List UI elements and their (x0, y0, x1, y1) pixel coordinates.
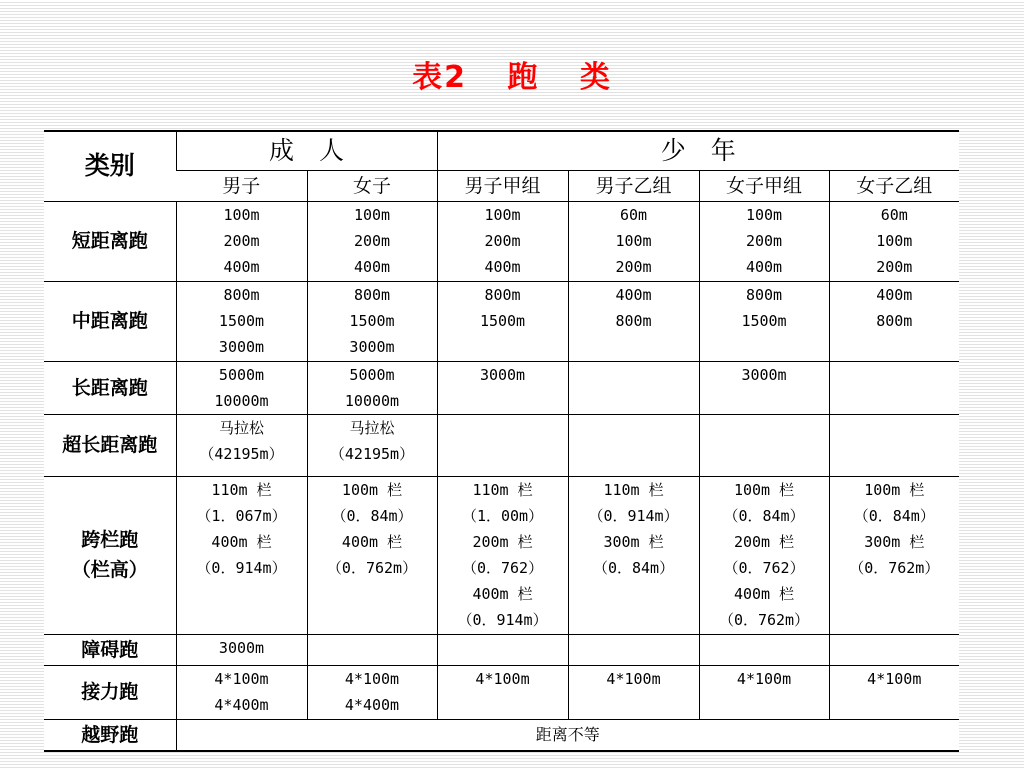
row-label-sprint: 短距离跑 (44, 201, 176, 281)
cell-line: 100m (223, 205, 260, 224)
cell-line: （0．914m） (457, 610, 548, 629)
cell-line: 100m 栏 (733, 480, 795, 499)
cell-line: 3000m (218, 638, 265, 657)
cell-line: 100m 栏 (864, 480, 925, 499)
cell-line: 4*100m (475, 669, 530, 688)
cell-line: （42195m） (199, 444, 284, 463)
table-cell (437, 476, 568, 634)
cell-line: 400m 栏 (472, 584, 533, 603)
table-cell (829, 476, 959, 634)
cell-line: 300m 栏 (864, 532, 925, 551)
cell-line: 800m (876, 311, 913, 330)
cell-line: 马拉松 (218, 418, 264, 437)
cell-line: 100m (615, 231, 652, 250)
running-events-table (44, 130, 959, 752)
table-cell (437, 414, 568, 476)
table-cell (699, 476, 829, 634)
table-cell (829, 361, 959, 414)
table-cell (699, 201, 829, 281)
col-header-boys-b: 男子乙组 (568, 170, 699, 201)
cell-line: 800m (353, 285, 391, 304)
table-cell (699, 361, 829, 414)
table-cell (568, 414, 699, 476)
table-row (44, 476, 959, 634)
cell-line: 10000m (214, 391, 269, 410)
table-cell (829, 665, 959, 719)
table-cell (829, 281, 959, 361)
table-cell (699, 634, 829, 665)
table-row (44, 414, 959, 476)
cell-line: 400m (353, 257, 391, 276)
table-row (44, 634, 959, 665)
cell-line: 4*100m (736, 669, 792, 688)
table-cell (829, 414, 959, 476)
table-cell (699, 665, 829, 719)
cell-line: 400m (484, 257, 521, 276)
col-header-girls-a: 女子甲组 (699, 170, 829, 201)
table-cell (307, 634, 437, 665)
cell-line: 5000m (218, 365, 265, 384)
cell-line: 110m 栏 (472, 480, 533, 499)
cell-line: 60m (619, 205, 648, 224)
cell-line: 400m 栏 (341, 532, 403, 551)
header-row-groups (44, 131, 959, 170)
cell-line: 800m (484, 285, 521, 304)
cell-line: 400m 栏 (211, 532, 272, 551)
row-label-relay: 接力跑 (44, 665, 176, 719)
table-cell (176, 201, 307, 281)
cell-line: 1500m (479, 311, 526, 330)
cell-line: 4*100m (344, 669, 400, 688)
col-header-girls-b: 女子乙组 (829, 170, 959, 201)
cell-line: 100m (745, 205, 783, 224)
table-row (44, 719, 959, 751)
cell-line: 马拉松 (349, 418, 395, 437)
cell-line: 1500m (349, 311, 395, 330)
col-header-women: 女子 (307, 170, 437, 201)
table-cell (829, 634, 959, 665)
cell-line: 400m (223, 257, 260, 276)
table-row (44, 201, 959, 281)
cell-line: （1．00m） (461, 506, 544, 525)
cell-line: （0．84m） (853, 506, 935, 525)
cell-line: 100m (484, 205, 521, 224)
cell-line: 100m (353, 205, 391, 224)
table-cell (176, 281, 307, 361)
cell-line: 800m (745, 285, 783, 304)
cell-line: 200m (876, 257, 913, 276)
row-label-ultra: 超长距离跑 (44, 414, 176, 476)
table-cell (829, 201, 959, 281)
table-cell (568, 665, 699, 719)
table-cell (437, 281, 568, 361)
table-cell (437, 634, 568, 665)
row-label-hurdles-line1: 跨栏跑 (81, 529, 139, 551)
table-cell (176, 361, 307, 414)
row-label-middle: 中距离跑 (44, 281, 176, 361)
cell-line: 3000m (218, 337, 265, 356)
row-label-hurdles (44, 476, 176, 634)
title-word-2: 类 (579, 60, 612, 95)
cell-line: 400m (876, 285, 913, 304)
cell-line: 4*100m (606, 669, 661, 688)
cell-line: 110m 栏 (211, 480, 272, 499)
cell-line: 400m (615, 285, 652, 304)
row-label-steeple: 障碍跑 (44, 634, 176, 665)
cell-line: 3000m (479, 365, 526, 384)
cell-line: （0．914m） (196, 558, 287, 577)
category-header: 类别 (44, 131, 176, 201)
row-label-hurdles-line2: （栏高） (71, 559, 148, 581)
table-cell (307, 476, 437, 634)
row-label-cross-country: 越野跑 (44, 719, 176, 751)
table-cell (307, 414, 437, 476)
cell-line: （0．762m） (718, 610, 810, 629)
cell-line: 800m (223, 285, 260, 304)
cell-line: 4*400m (344, 695, 400, 714)
cell-line: 60m (880, 205, 908, 224)
cell-line: （1．067m） (196, 506, 287, 525)
cell-line: 200m 栏 (733, 532, 795, 551)
table-cell (437, 201, 568, 281)
cell-line: 300m 栏 (603, 532, 664, 551)
cell-line: 3000m (349, 337, 395, 356)
table-cell (699, 414, 829, 476)
col-header-men: 男子 (176, 170, 307, 201)
cell-line: 10000m (344, 391, 400, 410)
table-cell (568, 281, 699, 361)
youth-group-header: 少 年 (437, 131, 959, 170)
cell-line: 4*400m (214, 695, 269, 714)
cell-line: 5000m (349, 365, 395, 384)
page-title (0, 52, 1024, 96)
table-cell (307, 665, 437, 719)
table-cell (568, 634, 699, 665)
table-cell (568, 201, 699, 281)
cell-line: 100m (876, 231, 913, 250)
cell-line: （0．762m） (849, 558, 940, 577)
table-cell (437, 361, 568, 414)
cell-line: 200m (353, 231, 391, 250)
col-header-boys-a: 男子甲组 (437, 170, 568, 201)
table-cell (568, 361, 699, 414)
cell-line: 400m (745, 257, 783, 276)
cell-line: 200m (484, 231, 521, 250)
cell-line: （0．84m） (592, 558, 675, 577)
table-cell (176, 414, 307, 476)
table-cell (699, 281, 829, 361)
table-cell (437, 665, 568, 719)
cell-line: （0．762） (723, 558, 805, 577)
table-row (44, 361, 959, 414)
table-cell (568, 476, 699, 634)
title-prefix: 表2 (412, 60, 467, 95)
table-cell (176, 665, 307, 719)
table-cell (307, 281, 437, 361)
cell-line: 4*100m (214, 669, 269, 688)
header-row-columns (44, 170, 959, 201)
cell-line: 200m 栏 (472, 532, 533, 551)
cell-line: 800m (615, 311, 652, 330)
cell-line: 200m (615, 257, 652, 276)
cell-line: （0．762） (461, 558, 544, 577)
cell-line: （0．84m） (331, 506, 413, 525)
table-cell (307, 201, 437, 281)
table-cell (176, 476, 307, 634)
cell-line: 1500m (218, 311, 265, 330)
cell-line: 200m (745, 231, 783, 250)
title-word-1: 跑 (507, 60, 540, 95)
table-cell (307, 361, 437, 414)
cell-line: 110m 栏 (603, 480, 664, 499)
cell-line: （0．84m） (723, 506, 805, 525)
table-row (44, 665, 959, 719)
cell-line: （0．762m） (326, 558, 418, 577)
table-cell (176, 634, 307, 665)
cell-line: （42195m） (329, 444, 415, 463)
cell-line: 100m 栏 (341, 480, 403, 499)
adult-group-header: 成 人 (176, 131, 437, 170)
cell-line: 400m 栏 (733, 584, 795, 603)
cell-line: 3000m (741, 365, 787, 384)
row-label-long: 长距离跑 (44, 361, 176, 414)
cell-line: （0．914m） (588, 506, 679, 525)
cell-line: 1500m (741, 311, 787, 330)
cell-line: 4*100m (867, 669, 922, 688)
cell-line: 200m (223, 231, 260, 250)
cross-country-value: 距离不等 (176, 719, 959, 751)
table-row (44, 281, 959, 361)
